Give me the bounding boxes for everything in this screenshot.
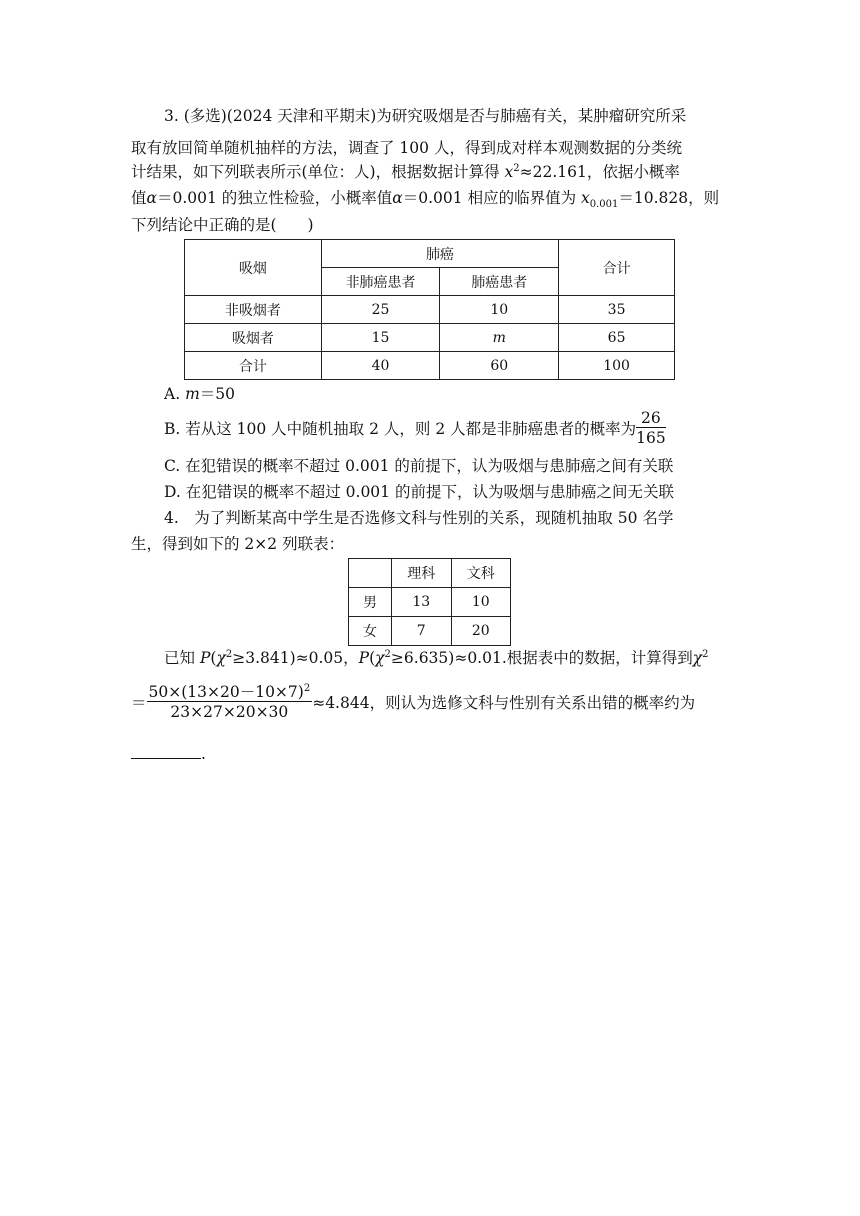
table-cell: 60 <box>440 352 559 380</box>
prob-p-2: P <box>358 649 370 667</box>
table-cell: 10 <box>451 588 511 617</box>
known-text-a: 已知 <box>164 649 200 667</box>
q4-known-line <box>164 648 709 668</box>
q3-line-3 <box>131 162 680 182</box>
chi-3: χ <box>692 649 703 667</box>
q3-option-a <box>164 384 235 404</box>
q3-alpha-2: α <box>392 189 403 207</box>
table-cell: m <box>440 324 559 352</box>
chi-1: χ <box>216 649 226 667</box>
table-row <box>185 324 675 352</box>
q3-line-4-text-b: ＝0.001 的独立性检验，小概率值 <box>156 189 393 207</box>
row-label: 女 <box>349 617 392 646</box>
open-paren-2: ( <box>369 649 376 667</box>
option-a-prefix: A. <box>164 385 186 403</box>
q4-answer-line <box>131 744 206 764</box>
q4-header-science: 理科 <box>392 559 452 588</box>
answer-blank[interactable] <box>131 744 201 759</box>
q3-critical-var: x <box>581 189 590 207</box>
prob-p-1: P <box>199 649 211 667</box>
table-cell: 15 <box>321 324 440 352</box>
q4-contingency-table <box>348 558 511 646</box>
option-b-fraction <box>636 409 666 448</box>
option-b-numerator: 26 <box>636 409 666 428</box>
chi-square-fraction <box>147 683 313 722</box>
chi-sq-2: 2 <box>384 648 391 660</box>
q3-line-1: 3. (多选)(2024 天津和平期末)为研究吸烟是否与肺癌有关，某肿瘤研究所采 <box>164 107 687 125</box>
fraction-denominator: 23×27×20×30 <box>170 702 289 721</box>
q4-line-2: 生，得到如下的 2×2 列联表： <box>131 535 345 553</box>
table-cell: 65 <box>559 324 675 352</box>
option-a-rest: ＝50 <box>199 385 235 403</box>
known-text-c: ≥6.635)≈0.01.根据表中的数据，计算得到 <box>390 649 693 667</box>
chi-2: χ <box>375 649 385 667</box>
q3-header-smoke: 吸烟 <box>185 240 322 296</box>
row-label: 合计 <box>185 352 322 380</box>
table-row <box>349 588 511 617</box>
row-label: 非吸烟者 <box>185 296 322 324</box>
table-cell: 10 <box>440 296 559 324</box>
result-text: ≈4.844，则认为选修文科与性别有关系出错的概率约为 <box>312 694 696 712</box>
table-cell: 40 <box>321 352 440 380</box>
q3-alpha-1: α <box>146 189 157 207</box>
q3-option-d: D. 在犯错误的概率不超过 0.001 的前提下，认为吸烟与患肺癌之间无关联 <box>164 483 674 501</box>
fraction-numerator <box>147 683 313 702</box>
table-cell: 100 <box>559 352 675 380</box>
q4-header-blank <box>349 559 392 588</box>
table-cell: 7 <box>392 617 452 646</box>
option-b-text: B. 若从这 100 人中随机抽取 2 人，则 2 人都是非肺癌患者的概率为 <box>164 420 637 438</box>
option-a-var: m <box>185 385 200 403</box>
q3-critical-sub: 0.001 <box>589 199 619 211</box>
q3-line-3-text-b: ≈22.161，依据小概率 <box>519 163 680 181</box>
q3-header-patient: 肺癌患者 <box>440 268 559 296</box>
table-row <box>185 296 675 324</box>
q3-line-4-text-c: ＝0.001 相应的临界值为 <box>402 189 581 207</box>
q3-option-b <box>164 407 666 449</box>
q3-option-c: C. 在犯错误的概率不超过 0.001 的前提下，认为吸烟与患肺癌之间有关联 <box>164 457 674 475</box>
q3-line-4-text-d: ＝10.828，则 <box>618 189 720 207</box>
q4-header-arts: 文科 <box>451 559 511 588</box>
option-b-denominator: 165 <box>636 428 666 447</box>
table-cell: 35 <box>559 296 675 324</box>
q3-line-2: 取有放回简单随机抽样的方法，调查了 100 人，得到成对样本观测数据的分类统 <box>131 139 682 157</box>
chi-sq-3: 2 <box>702 648 709 660</box>
numerator-sup: 2 <box>303 682 311 694</box>
open-paren-1: ( <box>210 649 217 667</box>
q3-line-4 <box>131 188 720 211</box>
q3-header-non-patient: 非肺癌患者 <box>321 268 440 296</box>
q3-x-var: x <box>504 163 514 181</box>
table-row <box>185 352 675 380</box>
table-cell: 25 <box>321 296 440 324</box>
q4-line-1: 4. 为了判断某高中学生是否选修文科与性别的关系，现随机抽取 50 名学 <box>164 509 674 527</box>
q3-x-sup: 2 <box>513 162 520 174</box>
table-row <box>349 617 511 646</box>
answer-end: . <box>201 745 206 763</box>
chi-sq-1: 2 <box>225 648 233 660</box>
q3-line-5: 下列结论中正确的是( ) <box>131 216 314 234</box>
row-label: 吸烟者 <box>185 324 322 352</box>
equals-sign: ＝ <box>131 694 147 712</box>
row-label: 男 <box>349 588 392 617</box>
table-cell: 20 <box>451 617 511 646</box>
table-cell: 13 <box>392 588 452 617</box>
q3-header-total: 合计 <box>559 240 675 296</box>
q3-line-4-text-a: 值 <box>131 189 147 207</box>
q3-header-cancer: 肺癌 <box>321 240 559 268</box>
known-text-b: ≥3.841)≈0.05， <box>232 649 359 667</box>
q4-formula-line <box>131 680 695 724</box>
q3-contingency-table <box>184 239 675 380</box>
q3-line-3-text-a: 计结果，如下列联表所示(单位：人)，根据数据计算得 <box>131 163 505 181</box>
numerator-text: 50×(13×20－10×7) <box>148 682 304 701</box>
